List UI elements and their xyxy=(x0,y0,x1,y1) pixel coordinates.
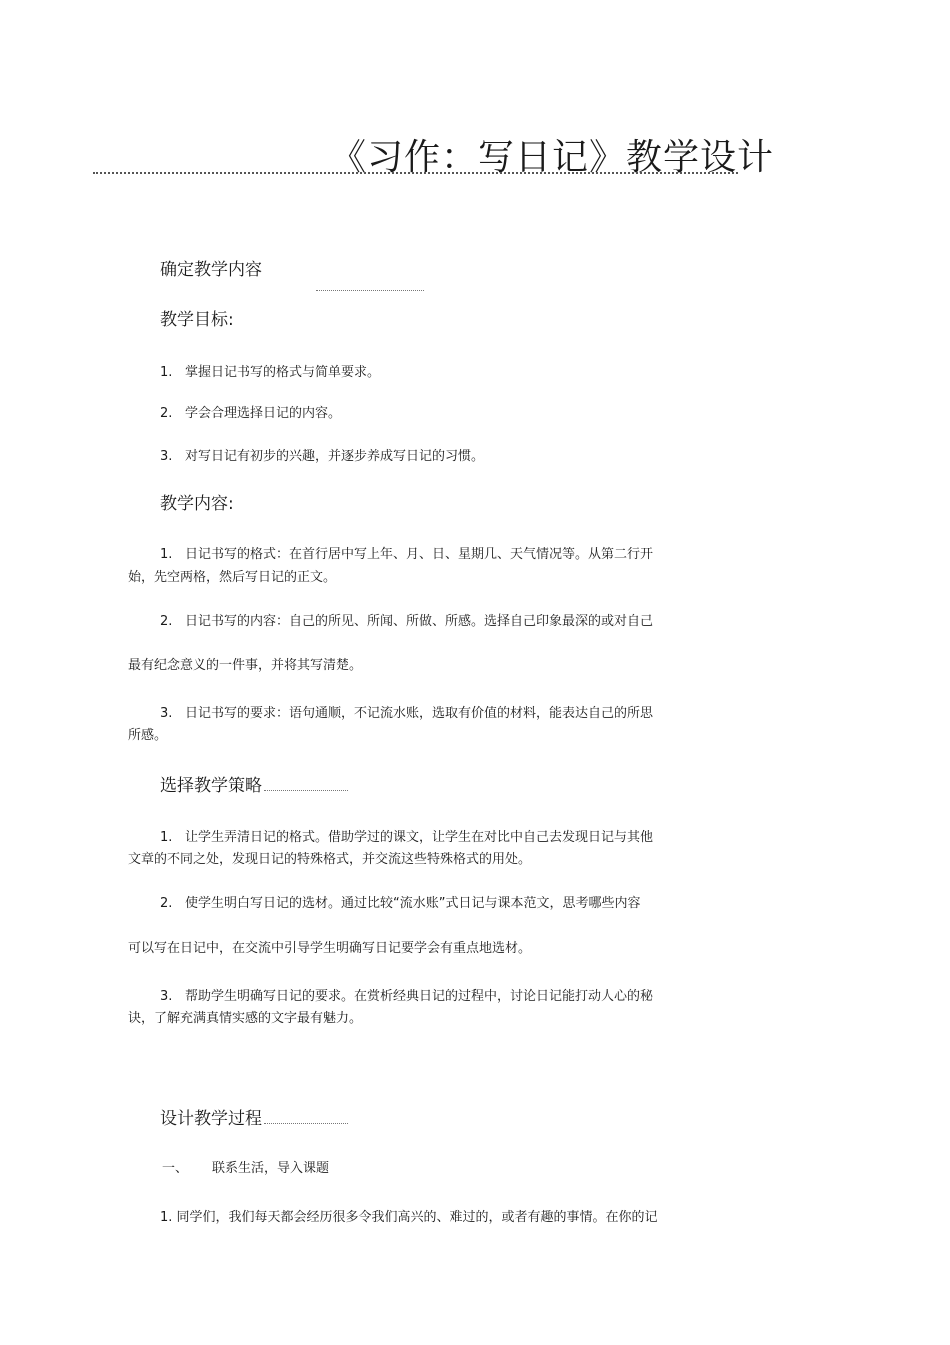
content-item-line1 xyxy=(160,612,653,632)
goal-number: 3. xyxy=(160,449,173,464)
process-step-number: 一、 xyxy=(162,1161,189,1176)
title-dotted-rule xyxy=(93,172,738,174)
content-number: 1. xyxy=(160,547,173,562)
goal-text: 学会合理选择日记的内容。 xyxy=(185,406,342,421)
strategy-item-line1 xyxy=(160,894,640,914)
strategy-number: 2. xyxy=(160,896,173,911)
content-text: 日记书写的内容：自己的所见、所闻、所做、所感。选择自己印象最深的或对自己 xyxy=(185,614,654,629)
goal-text: 掌握日记书写的格式与简单要求。 xyxy=(185,365,381,380)
process-paragraph: 1. 同学们，我们每天都会经历很多令我们高兴的、难过的，或者有趣的事情。在你的记 xyxy=(160,1210,658,1225)
content-item-line2: 所感。 xyxy=(128,728,168,743)
section-heading-process xyxy=(160,1107,348,1131)
strategy-heading-text: 选择教学策略 xyxy=(160,776,262,796)
goal-text: 对写日记有初步的兴趣，并逐步养成写日记的习惯。 xyxy=(185,449,485,464)
goal-item xyxy=(160,363,380,383)
section-heading-content: 教学内容: xyxy=(160,494,234,514)
goal-item xyxy=(160,447,484,467)
content-text: 日记书写的格式：在首行居中写上年、月、日、星期几、天气情况等。从第二行开 xyxy=(185,547,654,562)
strategy-item-line1 xyxy=(160,987,653,1007)
content-item-line1 xyxy=(160,545,653,565)
strategy-item-line2: 可以写在日记中，在交流中引导学生明确写日记要学会有重点地选材。 xyxy=(128,941,532,956)
strategy-number: 1. xyxy=(160,830,173,845)
content-text: 日记书写的要求：语句通顺，不记流水账，选取有价值的材料，能表达自己的所思 xyxy=(185,706,654,721)
process-step-text: 联系生活，导入课题 xyxy=(212,1161,330,1176)
process-step xyxy=(162,1159,329,1179)
section-heading-strategy xyxy=(160,774,348,798)
strategy-item-line2: 文章的不同之处，发现日记的特殊格式，并交流这些特殊格式的用处。 xyxy=(128,852,532,867)
section-heading-determine-content: 确定教学内容 xyxy=(160,260,262,280)
process-heading-text: 设计教学过程 xyxy=(160,1109,262,1129)
goal-number: 2. xyxy=(160,406,173,421)
strategy-number: 3. xyxy=(160,989,173,1004)
goal-item xyxy=(160,404,341,424)
strategy-text: 使学生明白写日记的选材。通过比较“流水账”式日记与课本范文，思考哪些内容 xyxy=(185,896,641,911)
strategy-item-line2: 诀，了解充满真情实感的文字最有魅力。 xyxy=(128,1011,363,1026)
content-number: 2. xyxy=(160,614,173,629)
dotted-leader xyxy=(264,1123,348,1124)
goal-number: 1. xyxy=(160,365,173,380)
page-title: 《习作：写日记》教学设计 xyxy=(330,137,775,178)
strategy-item-line1 xyxy=(160,828,653,848)
strategy-text: 让学生弄清日记的格式。借助学过的课文，让学生在对比中自己去发现日记与其他 xyxy=(185,830,654,845)
dotted-leader xyxy=(316,290,424,291)
dotted-leader xyxy=(264,790,348,791)
content-item-line1 xyxy=(160,704,653,724)
section-heading-goals: 教学目标: xyxy=(160,310,234,330)
content-item-line2: 最有纪念意义的一件事，并将其写清楚。 xyxy=(128,658,363,673)
content-item-line2: 始，先空两格，然后写日记的正文。 xyxy=(128,570,337,585)
content-number: 3. xyxy=(160,706,173,721)
strategy-text: 帮助学生明确写日记的要求。在赏析经典日记的过程中，讨论日记能打动人心的秘 xyxy=(185,989,654,1004)
